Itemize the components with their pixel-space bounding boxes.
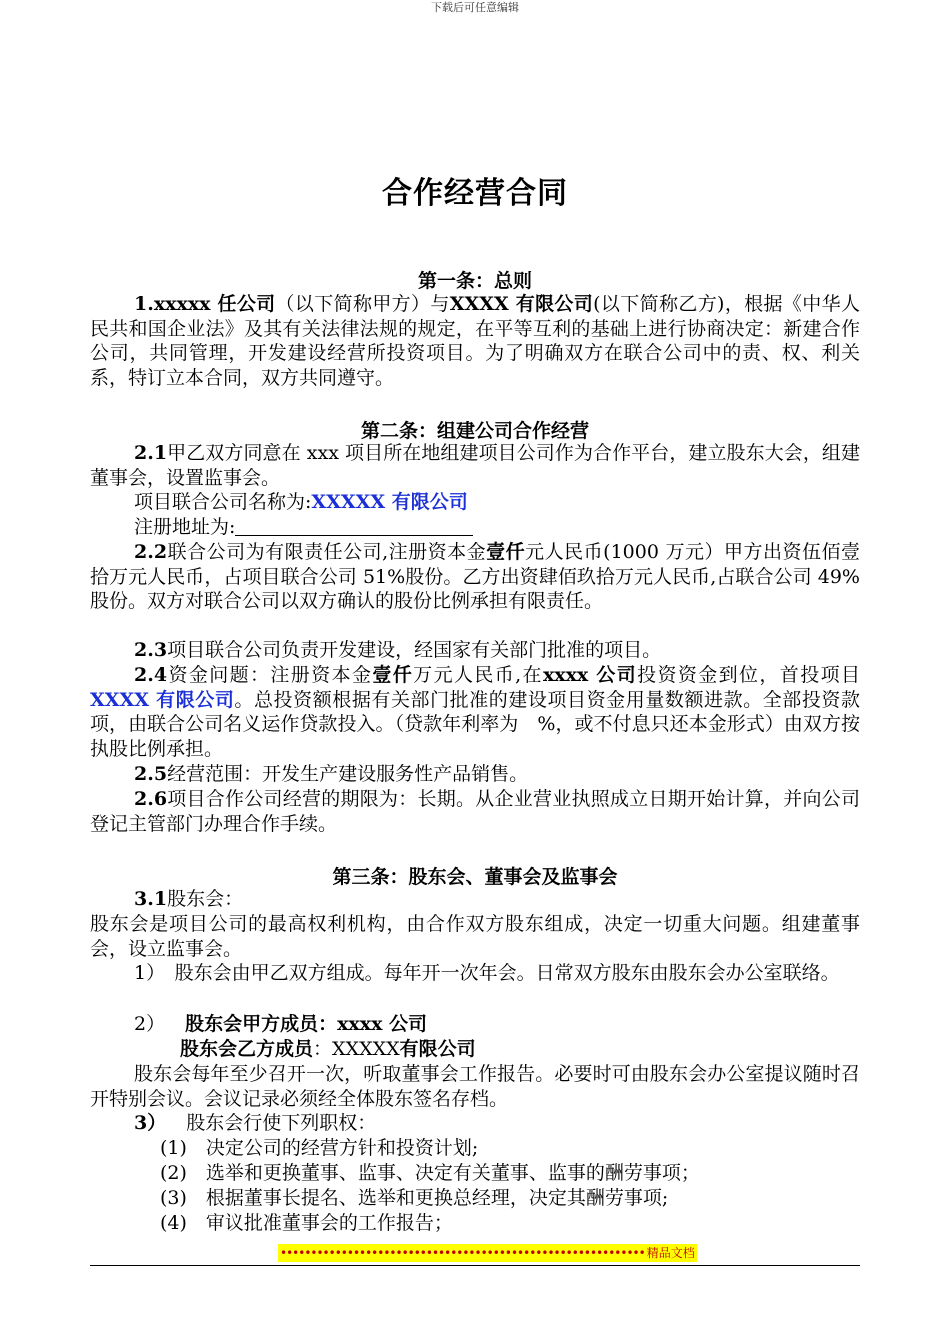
clause-3-1: 3.1股东会： — [134, 888, 244, 910]
document-title: 合作经营合同 — [382, 176, 568, 211]
power-item: (2) 选举和更换董事、监事、决定有关董事、监事的酬劳事项； — [160, 1162, 700, 1184]
item-2-party-a: 2） 股东会甲方成员：xxxx 公司 — [134, 1013, 428, 1035]
company-name-value: XXXXX 有限公司 — [311, 491, 468, 513]
clause-2-4: 2.4资金问题：注册资本金壹仟万元人民币,在xxxx 公司投资资金到位，首投项目XXXX 有限公司。总投资额根据有关部门批准的建设项目资金用量数额进款。全部投资款项，由联合公司名义运作贷款投入。（贷款年利率为 %，或不付息只还本金形式）由双方按执股比例承担。 — [90, 664, 860, 760]
clause-2-6: 2.6项目合作公司经营的期限为：长期。从企业营业执照成立日期开始计算，并向公司登记主管部门办理合作手续。 — [90, 788, 860, 835]
clause-2-3: 2.3项目联合公司负责开发建设，经国家有关部门批准的项目。 — [134, 639, 662, 661]
power-item: (3) 根据董事长提名、选举和更换总经理，决定其酬劳事项; — [160, 1187, 669, 1209]
shareholders-meeting-intro: 股东会是项目公司的最高权利机构，由合作双方股东组成，决定一切重大问题。组建董事会，设立监事会。 — [90, 913, 860, 960]
power-item: (1) 决定公司的经营方针和投资计划; — [160, 1137, 479, 1159]
registered-address-line: 注册地址为: — [90, 515, 860, 540]
clause-2-5: 2.5经营范围：开发生产建设服务性产品销售。 — [134, 763, 529, 785]
item-1: 1） 股东会由甲乙双方组成。每年开一次年会。日常双方股东由股东会办公室联络。 — [134, 962, 840, 984]
clause-2-2: 2.2联合公司为有限责任公司,注册资本金壹仟元人民币(1000 万元）甲方出资伍佰壹拾万元人民币，占项目联合公司 51%股份。乙方出资肆佰玖拾万元人民币,占联合公司 49%股份。双方对联合公司以双方确认的股份比例承担有限责任。 — [90, 541, 860, 613]
footer-watermark: •••••••••••••••••••••••••••••••••••••••••••••••••••••••••••• 精品文档 — [280, 1246, 695, 1260]
address-blank-underline — [235, 517, 473, 536]
section-1-heading: 第一条：总则 — [417, 270, 532, 292]
section-3-heading: 第三条：股东会、董事会及监事会 — [332, 866, 618, 888]
section-1-paragraph: 1.xxxxx 任公司（以下简称甲方）与XXXX 有限公司(以下简称乙方)，根据《中华人民共和国企业法》及其有关法律法规的规定，在平等互利的基础上进行协商决定：新建合作公司，共同管理，开发建设经营所投资项目。为了明确双方在联合公司中的责、权、利关系，特订立本合同，双方共同遵守。 — [90, 293, 860, 389]
item-3: 3） 股东会行使下列职权： — [134, 1112, 377, 1134]
power-item: (4) 审议批准董事会的工作报告； — [160, 1212, 453, 1234]
company-name-line: 项目联合公司名称为:XXXXX 有限公司 — [134, 491, 468, 513]
page-header: 下载后可任意编辑 — [431, 1, 519, 14]
item-2-party-b: 股东会乙方成员：XXXXX有限公司 — [180, 1038, 476, 1060]
meeting-paragraph: 股东会每年至少召开一次，听取董事会工作报告。必要时可由股东会办公室提议随时召开特别会议。会议记录必须经全体股东签名存档。 — [90, 1063, 860, 1110]
footer-rule — [90, 1265, 860, 1266]
clause-2-1: 2.1甲乙双方同意在 xxx 项目所在地组建项目公司作为合作平台，建立股东大会，组建董事会，设置监事会。 — [90, 442, 860, 489]
section-2-heading: 第二条：组建公司合作经营 — [360, 420, 589, 442]
